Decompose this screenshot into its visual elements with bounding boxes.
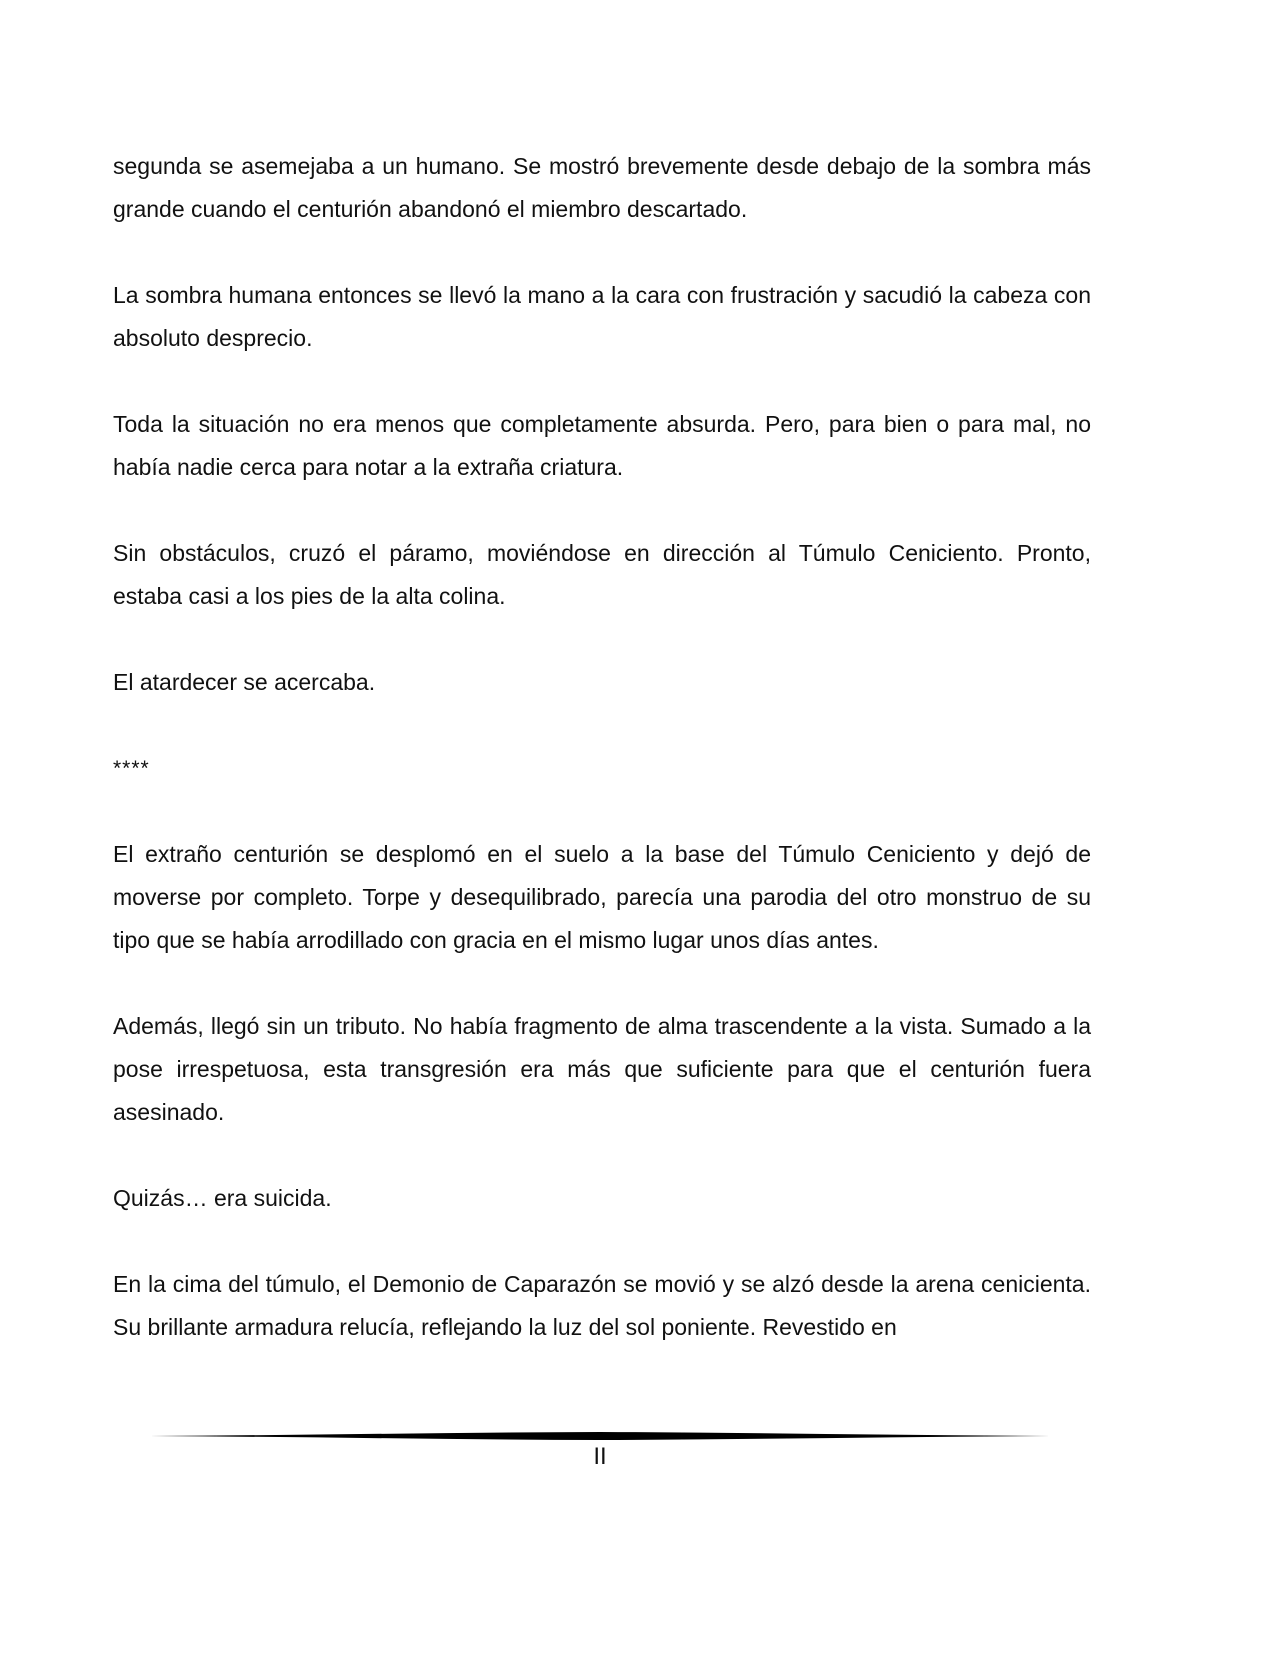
paragraph: Quizás… era suicida.: [113, 1185, 332, 1211]
paragraph: Además, llegó sin un tributo. No había fragmento de alma trascendente a la vista. Sumado a la pose irrespetuosa, esta transgresión era más que suficiente para que el centurión fuera asesinado.: [113, 1013, 1091, 1125]
paragraph: Sin obstáculos, cruzó el páramo, moviéndose en dirección al Túmulo Ceniciento. Pronto, estaba casi a los pies de la alta colina.: [113, 540, 1091, 609]
scene-break: ****: [113, 757, 150, 780]
paragraph: Toda la situación no era menos que completamente absurda. Pero, para bien o para mal, no había nadie cerca para notar a la extraña criatura.: [113, 411, 1091, 480]
footer-divider: [150, 1431, 1050, 1441]
body-text: [113, 145, 1091, 1392]
paragraph: El extraño centurión se desplomó en el suelo a la base del Túmulo Ceniciento y dejó de moverse por completo. Torpe y desequilibrado, parecía una parodia del otro monstruo de su tipo que se había arrodillado con gracia en el mismo lugar unos días antes.: [113, 841, 1091, 953]
divider-swash: [150, 1432, 1050, 1440]
paragraph: En la cima del túmulo, el Demonio de Caparazón se movió y se alzó desde la arena cenicienta. Su brillante armadura relucía, reflejando la luz del sol poniente. Revestido en: [113, 1271, 1091, 1340]
paragraph: segunda se asemejaba a un humano. Se mostró brevemente desde debajo de la sombra más grande cuando el centurión abandonó el miembro descartado.: [113, 153, 1091, 222]
page-number: II: [593, 1443, 607, 1470]
paragraph: El atardecer se acercaba.: [113, 669, 376, 695]
paragraph: La sombra humana entonces se llevó la mano a la cara con frustración y sacudió la cabeza con absoluto desprecio.: [113, 282, 1091, 351]
